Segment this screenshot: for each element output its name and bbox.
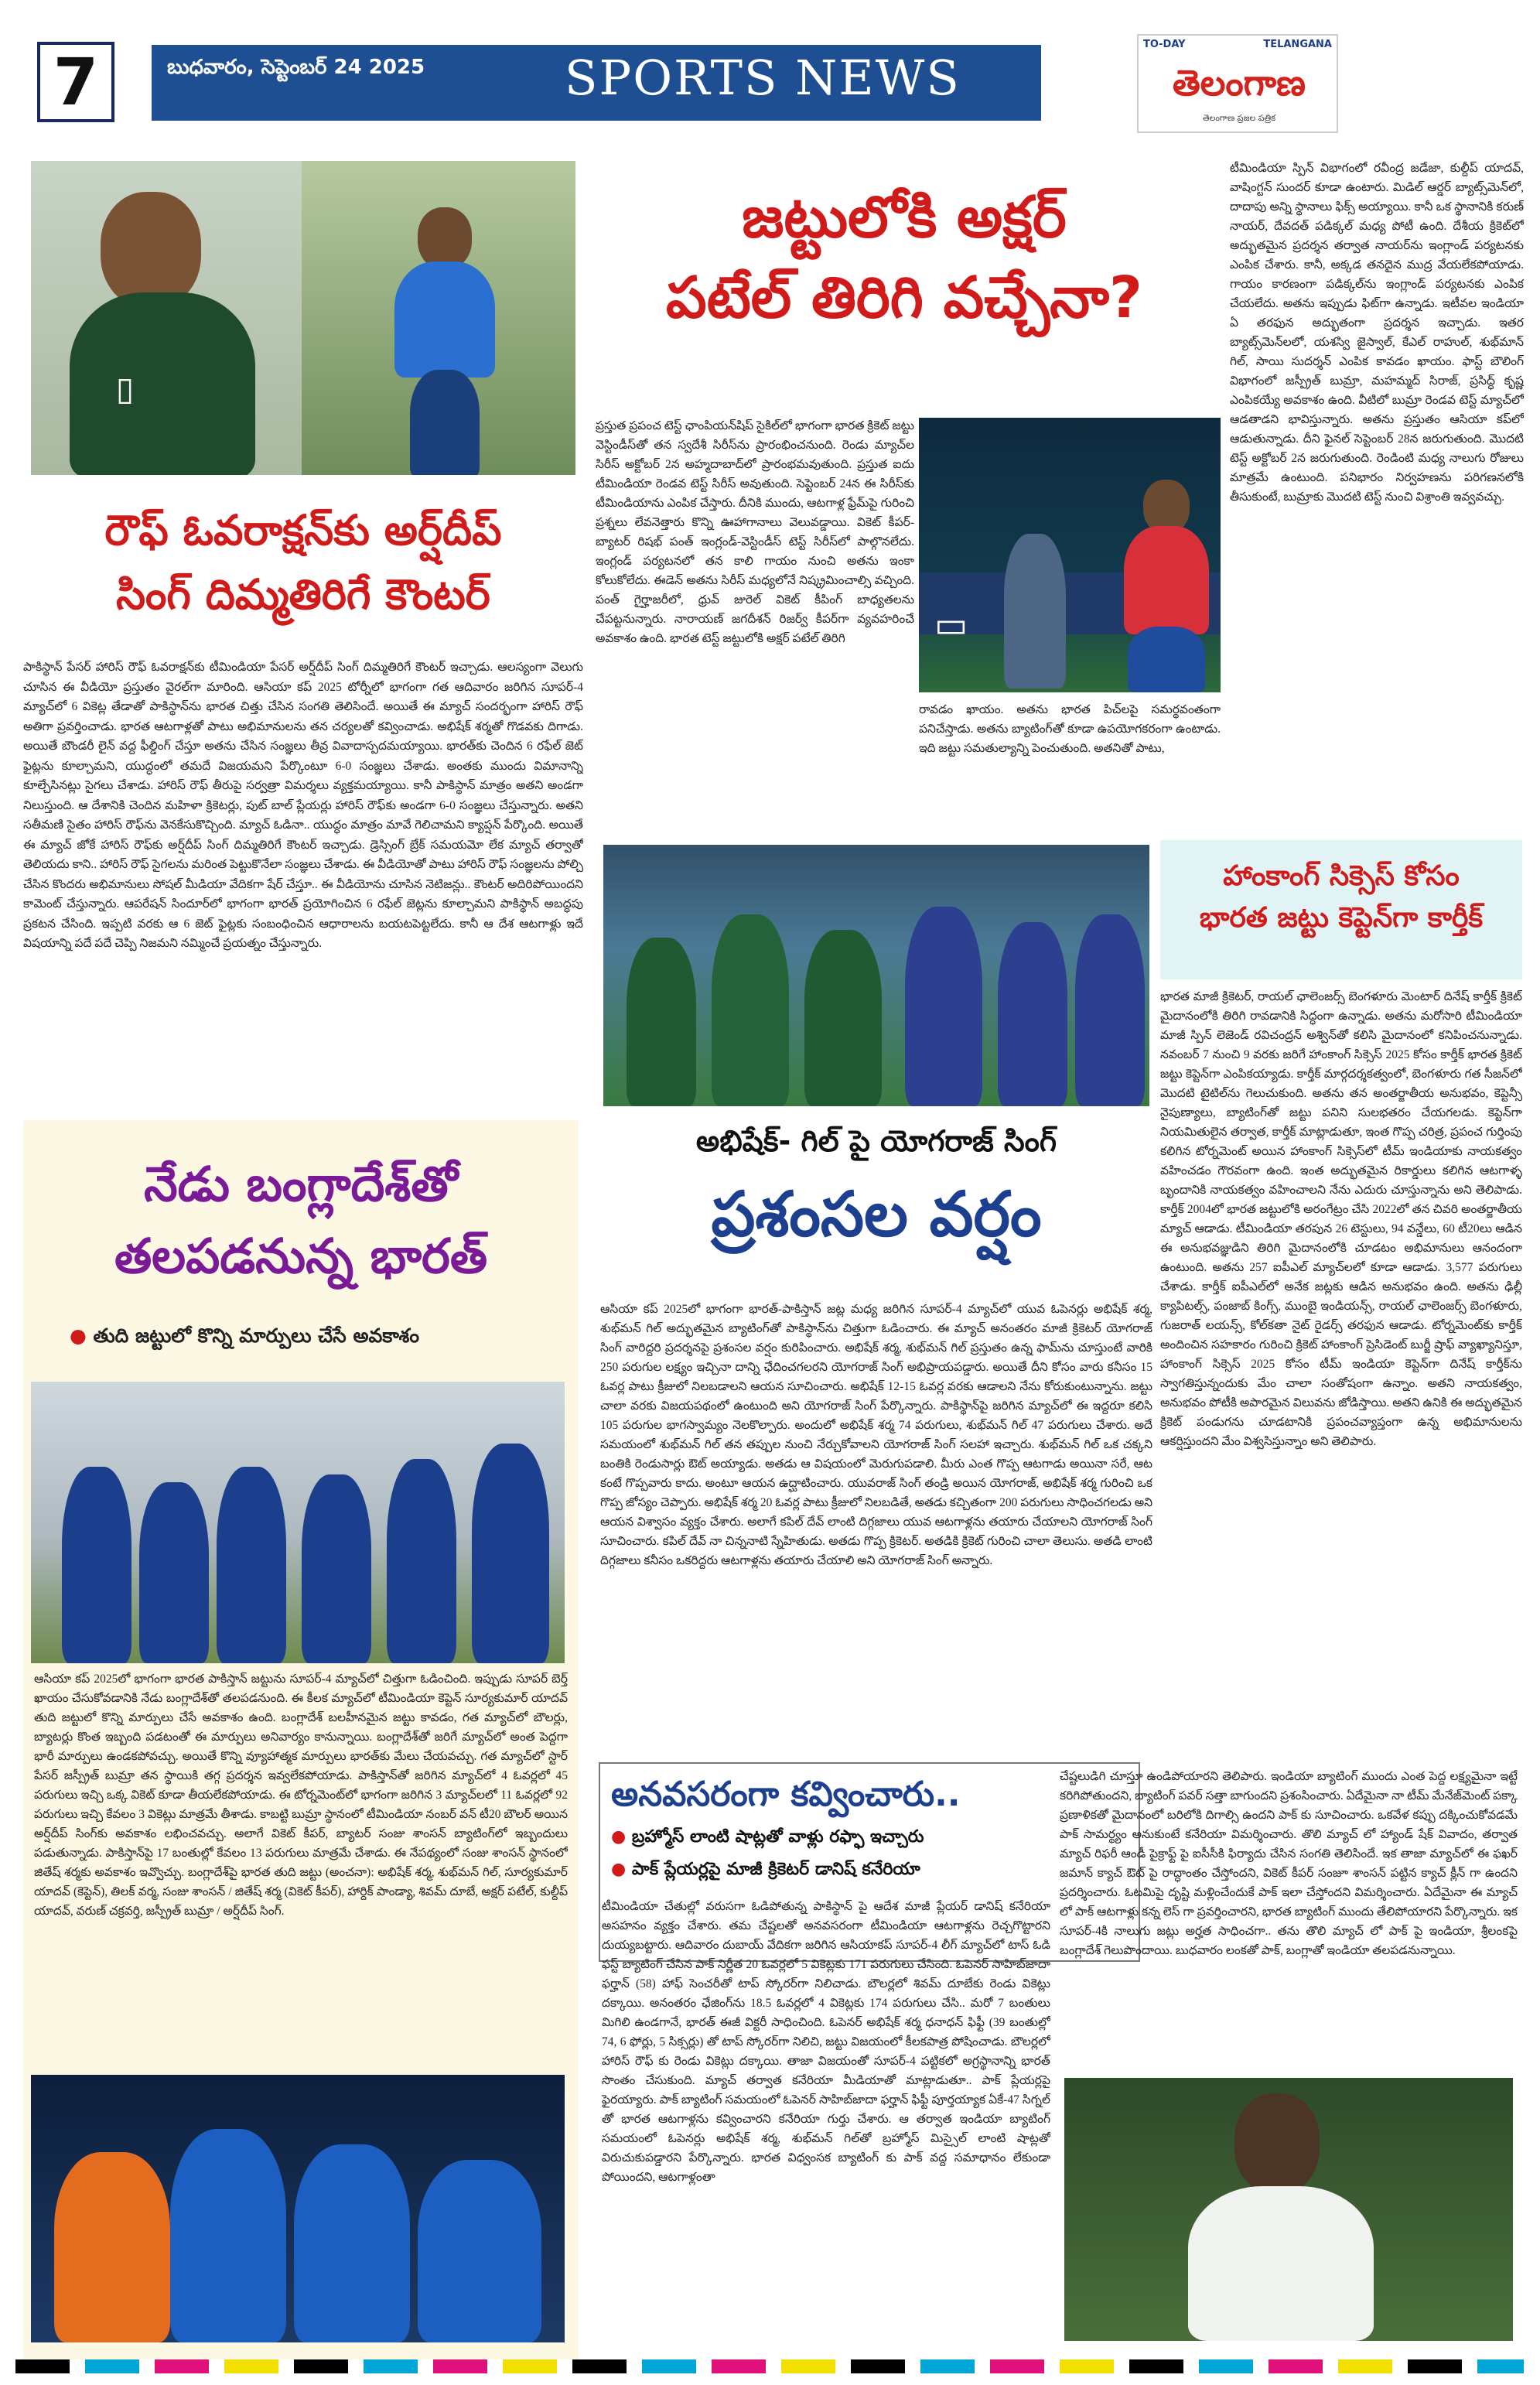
- page-number: 7: [37, 42, 114, 122]
- akshar-body-mid: రావడం ఖాయం. అతను భారత పిచ్‌లపై సమర్థవంతంగా పనిచేస్తాడు. అతను బ్యాటింగ్‌తో కూడా ఉపయోగకరంగా ఉంటాడు. ఇది జట్టు సమతుల్యాన్ని పెంచుతుంది. అతనితో పాటు,: [919, 703, 1221, 755]
- rauf-body: పాకిస్థాన్ పేసర్ హారిస్ రౌఫ్ ఓవరాక్షన్‌కు టీమిండియా పేసర్ అర్ష్‌దీప్ సింగ్ దిమ్మతిరిగే కౌంటర్ ఇచ్చాడు. ఆలస్యంగా వెలుగు చూసిన ఈ వీడియో ప్రస్తుతం వైరల్‌గా మారింది. ఆసియా కప్ 2025 టోర్నీలో భాగంగా గత ఆదివారం జరిగిన సూపర్-4 మ్యాచ్‌లో 6 వికెట్ల తేడాతో పాకిస్థాన్‌ను భారత చిత్తు చేసిన సంగతి తెలిసిందే. అయితే ఈ మ్యాచ్ సందర్భంగా హారిస్ రౌఫ్ అతిగా ప్రవర్తించాడు. భారత ఆటగాళ్లతో పాటు అభిమానులను తన చర్యలతో కవ్వించాడు. అభిషేక్ శర్మతో గొడవకు దిగాడు. అయితే బౌండరీ లైన్ వద్ద ఫీల్డింగ్ చేస్తూ అతను చేసిన సంజ్ఞలు తీవ్ర వివాదాస్పదమయ్యాయి. భారత్‌కు చెందిన 6 రఫేల్ జెట్ ఫైట్లను కూల్చామని, యుద్ధంలో తమదే విజయమని పేర్కొంటూ 6-0 సంజ్ఞలు చేశాడు. అంతకు ముందు విమానాన్ని కూల్చేసినట్లు సైగలు చేశాడు. హారిస్ రౌఫ్ తీరుపై సర్వత్రా విమర్శలు వ్యక్తమయ్యాయి. కానీ పాకిస్థాన్ మాత్రం అతని అండగా నిలుస్తుంది. ఆ దేశానికి చెందిన మహిళా క్రికెటర్లు, పుట్ బాల్ ప్లేయర్లు హారిస్ రౌఫ్‌కు అండగా 6-0 సంజ్ఞలు చేస్తున్నారు. అతని సతీమణి సైతం హారిస్ రౌఫ్‌ను వెనకేసుకొచ్చింది. మ్యాచ్ ఓడినా.. యుద్ధం మాత్రం మావే గెలిచామని క్యాప్షన్ పేర్కొంది. అయితే ఈ మ్యాచ్ జోకే హారిస్ రౌఫ్‌కు అర్ష్‌దీప్ సింగ్ దిమ్మతిరిగే కౌంటర్ ఇచ్చాడు. డ్రెస్సింగ్ బ్రేక్ సమయమో లేక మ్యాచ్ తర్వాతో తెలియదు కాని.. హారిస్ రౌఫ్ సైగలను మరింత పెట్టుకొనేలా సంజ్ఞలు చేశాడు. ఈ వీడియోతో పాటు హారిస్ రౌఫ్ సంజ్ఞలను పోల్చి చేసిన కొందరు అభిమానులు సోషల్ మీడియా వేదికగా షేర్ చేస్తూ.. ఈ వీడియోను చూసిన నెటిజన్లు.. కౌంటర్ అదిరిపోయిందని కామెంట్ చేస్తున్నారు. ఆపరేషన్ సిందూర్‌లో భాగంగా భారత్ ప్రయోగించిన 6 రఫేల్ జెట్లను కూల్చామని పాకిస్థాన్ అబద్ధపు ప్రకటన చేసింది. ఇప్పటి వరకు ఆ 6 జెట్ ఫైట్లకు సంబంధించిన ఆధారాలను బయటపెట్టలేదు. కానీ ఆ దేశ ఆటగాళ్లు ఇదే విషయాన్ని పదే పదే చెప్పి నిజమని నమ్మించే ప్రయత్నం చేస్తున్నారు.: [23, 661, 583, 950]
- akshar-headline: [591, 178, 1217, 338]
- newspaper-logo: [1137, 34, 1338, 133]
- photo-india-celebration: [31, 2075, 565, 2342]
- issue-date: బుధవారం, సెప్టెంబర్ 24 2025: [167, 56, 425, 79]
- kaneria-body-right: చేష్టలుడిగి చూస్తూ ఉండిపోయారని తెలిపారు. ఇండియా బ్యాటింగ్ ముందు ఎంత పెద్ద లక్ష్యమైనా ఇట్టే కరిగిపోతుందని, బ్యాటింగ్ పవర్ సత్తా బాగుందని ప్రశంసించారు. ఏదేమైనా నా టీమ్ మేనేజ్‌మెంట్ పక్కా ప్రణాళికతో మైదానంలో బరిలోకి దిగాల్సి ఉందని పాక్ కు సూచించారు. ఒకవేళ కప్పు దక్కించుకోవడమే పాక్ సామర్థ్యం అనుకుంటే కనేరియా విమర్శించారు. తొలి మ్యాచ్ లో హ్యాండ్ షేక్ వివాదం, తర్వాత మ్యాచ్ రిఫరీ ఆండీ పైక్రాఫ్ట్ పై ఐసీసీకి ఫిర్యాదు చేసిన సంగతి తెలిసిందే. ఇక తాజా మ్యాచ్‌లో ఈ ఫఖర్ జమాన్ క్యాచ్ ఔట్ పై రాద్ధాంతం చేస్తోందని, వికెట్ కీపర్ సంజూ శాంసన్ పట్టిన క్యాచ్ క్లీన్ గా ఉందని ప్రదర్శించారు. ఓటమిపై దృష్టి మళ్లించేందుకే పాక్ ఇలా చేస్తోందని విమర్శించారు. ఏదేమైనా ఈ మ్యాచ్ లో పాక్ ఆటగాళ్లు కన్న లెస్ గా ప్రవర్తించారని, భారత బ్యాటింగ్ ముందు తేలిపోయారని పేర్కొన్నారు. ఇక సూపర్-4కి నాలుగు జట్లు అర్హత సాధించగా.. తను తొలి మ్యాచ్ లో పాక్ పై ఇండియా, శ్రీలంకపై బంగ్లాదేశ్ గెలుపొందాయి. బుధవారం లంకతో పాక్, బంగ్లాతో ఇండియా తలపడనున్నాయి.: [1060, 1770, 1518, 1957]
- photo-team-india-practice: [31, 1382, 565, 1663]
- kaneria-bullet-2-text: పాక్ ప్లేయర్లపై మాజీ క్రికెటర్ డానిష్ కనేరియా: [631, 1860, 920, 1879]
- yograj-kicker: అభిషేక్- గిల్ పై యోగరాజ్ సింగ్: [695, 1124, 1057, 1158]
- yograj-headline: ప్రశంసల వర్షం: [711, 1178, 1042, 1250]
- akshar-headline-line-2: పటేల్ తిరిగి వచ్చేనా?: [665, 264, 1142, 331]
- bangladesh-subhead: [70, 1324, 419, 1352]
- kaneria-bullet-1-text: బ్రహ్మోస్ లాంటి షాట్లతో వాళ్లు రఫ్ఫా ఇచ్చారు: [631, 1827, 924, 1847]
- bangladesh-subhead-text: తుది జట్టులో కొన్ని మార్పులు చేసే అవకాశం: [93, 1324, 420, 1347]
- rupay-board: ▭: [934, 603, 968, 645]
- logo-telangana: TELANGANA: [1263, 39, 1332, 50]
- logo-name: తెలంగాణ: [1172, 62, 1306, 104]
- karthik-headline-line-1: హాంకాంగ్ సిక్సెస్ కోసం: [1223, 860, 1460, 892]
- kaneria-headline: అనవసరంగా కవ్వించారు..: [611, 1775, 961, 1814]
- photo-akshar-patel: [919, 418, 1221, 692]
- photo-pak-srilanka-players: [603, 845, 1149, 1106]
- bangladesh-headline-line-1: నేడు బంగ్లాదేశ్‌తో: [144, 1156, 458, 1212]
- bullet-icon: ●: [611, 1860, 627, 1879]
- akshar-body-right: టీమిండియా స్పిన్ విభాగంలో రవీంద్ర జడేజా, కుల్దీప్ యాదవ్, వాషింగ్టన్ సుందర్ కూడా ఉంటారు. మిడిల్ ఆర్డర్ బ్యాట్స్‌మెన్‌లో, దాదాపు అన్ని స్థానాలు ఫిక్స్ అయ్యాయి. కానీ ఒక స్థానానికి కరుణ్ నాయర్, దేవదత్ పడిక్కల్ మధ్య పోటీ ఉంది. దేశీయ క్రికెట్‌లో అద్భుతమైన ప్రదర్శన తర్వాత నాయర్‌ను ఇంగ్లాండ్ పర్యటనకు ఎంపిక చేశారు. కానీ, అక్కడ తనదైన ముద్ర వేయలేకపోయాడు. గాయం కారణంగా పడిక్కల్‌ను ఇంగ్లాండ్ పర్యటనకు ఎంపిక చేయలేదు. అతను ఇప్పుడు ఫిట్‌గా ఉన్నాడు. ఇటీవల ఇండియా ఏ తరఫున అద్భుతంగా ప్రదర్శన ఇచ్చాడు. ఇతర బ్యాట్స్‌మెన్‌లలో, యశస్వి జైస్వాల్, కేఎల్ రాహుల్, శుభ్‌మాన్ గిల్, సాయి సుదర్శన్ ఎంపిక కావడం ఖాయం. ఫాస్ట్ బౌలింగ్ విభాగంలో జస్ప్రీత్ బుమ్రా, మహమ్మద్ సిరాజ్, ప్రసిద్ధ్ కృష్ణ ఎంపికయ్యే అవకాశం ఉంది. వీటిలో బుమ్రా రెండవ టెస్ట్ మ్యాచ్‌లో ఆడతాడని భావిస్తున్నారు. అతను ప్రస్తుతం ఆసియా కప్‌లో ఆడుతున్నాడు. దీని ఫైనల్ సెప్టెంబర్ 28న జరుగుతుంది. మొదటి టెస్ట్ అక్టోబర్ 2న జరుగుతుంది. రెండింటి మధ్య నాలుగు రోజులు మాత్రమే ఉంటుంది. పనిభారం నిర్వహణను పరిగణనలోకి తీసుకుంటే, బుమ్రాకు మొదటి టెస్ట్ నుంచి విశ్రాంతి ఇవ్వవచ్చు.: [1230, 162, 1524, 504]
- logo-tagline: తెలంగాణ ప్రజల పత్రిక: [1203, 113, 1275, 123]
- akshar-body-left: ప్రస్తుత ప్రపంచ టెస్ట్ ఛాంపియన్‌షిప్ సైకిల్‌లో భాగంగా భారత క్రికెట్ జట్టు వెస్టిండీస్‌తో తన స్వదేశీ సిరీస్‌ను ప్రారంభించనుంది. రెండు మ్యాచ్‌ల సిరీస్ అక్టోబర్ 2న అహ్మదాబాద్‌లో ప్రారంభమవుతుంది. ప్రస్తుత ఐదు టీమిండియా రెండవ టెస్ట్ సిరీస్ అవుతుంది. సెప్టెంబర్ 24న ఈ సిరీస్‌కు టీమిండియాను ఎంపిక చేస్తారు. దీనికి ముందు, ఆటగాళ్ల ఫ్రేమ్‌పై గురించి ప్రశ్నలు లేవనెత్తారు కొన్ని ఊహాగానాలు వెలువడ్డాయి. వికెట్ కీపర్-బ్యాటర్ రిషభ్ పంత్ ఇంగ్లండ్-వెస్టిండీస్ టెస్ట్ సిరీస్‌లో పాల్గొనలేదు. ఇంగ్లండ్ పర్యటనలో తన కాలి గాయం నుంచి అతను ఇంకా కోలుకోలేదు. ఈడెన్ అతను సిరీస్ మధ్యలోనే నిష్క్రమించాల్సి వచ్చింది. పంత్ గైర్హాజరీలో, ధ్రువ్ జురెల్ వికెట్ కీపింగ్ బాధ్యతలను చేపట్టనున్నారు. నారాయణ్ జగదీశన్ రిజర్వ్ కీపర్‌గా వ్యవహరించే అవకాశం ఉంది. భారత టెస్ట్ జట్టులోకి అక్షర్ పటేల్ తిరిగి: [596, 419, 914, 645]
- bullet-icon: ●: [70, 1324, 87, 1347]
- karthik-headline-line-2: భారత జట్టు కెప్టెన్‌గా కార్తీక్: [1199, 902, 1484, 934]
- akshar-headline-line-1: జట్టులోకి అక్షర్: [742, 184, 1067, 251]
- section-title: SPORTS NEWS: [565, 50, 961, 106]
- print-registration-bar: [0, 2359, 1540, 2373]
- bangladesh-headline-line-2: తలపడనున్న భారత్: [114, 1228, 488, 1284]
- kaneria-bullet-2: [611, 1860, 1137, 1883]
- jersey-sponsor-logo: ▯: [116, 370, 135, 408]
- bangladesh-body: ఆసియా కప్ 2025లో భాగంగా భారత పాకిస్తాన్ జట్టును సూపర్-4 మ్యాచ్‌లో చిత్తుగా ఓడించింది. ఇప్పుడు సూపర్ బెర్త్ ఖాయం చేసుకోవడానికి నేడు బంగ్లాదేశ్‌తో తలపడనుంది. ఈ కీలక మ్యాచ్‌లో టీమిండియా కెప్టెన్ సూర్యకుమార్ యాదవ్ తుది జట్టులో కొన్ని మార్పులు చేసే అవకాశం ఉంది. బంగ్లాదేశ్ బలహీనమైన జట్టు కావడం, గత మ్యాచ్‌లో బౌలర్లు, బ్యాటర్లు కొంత ఇబ్బంది పడటంతో ఈ మార్పులు అనివార్యం కానున్నాయి. బంగ్లాదేశ్‌తో జరిగే మ్యాచ్‌లో అంత పెద్దగా భారీ మార్పులు ఉండకపోవచ్చు. అయితే కొన్ని వ్యూహాత్మక మార్పులు భారత్‌కు మేలు చేయవచ్చు. గత మ్యాచ్‌లో స్టార్ పేసర్ జస్ప్రీత్ బుమ్రా తన స్థాయికి తగ్గ ప్రదర్శన ఇవ్వలేకపోయాడు. పాకిస్తాన్‌తో జరిగిన మ్యాచ్‌లో 4 ఓవర్లలో 45 పరుగులు ఇచ్చి ఒక్క వికెట్ కూడా తీయలేకపోయాడు. ఈ టోర్నమెంట్‌లో భాగంగా జరిగిన 3 మ్యాచ్‌లలో 11 ఓవర్లలో 92 పరుగులు ఇచ్చి కేవలం 3 వికెట్లు మాత్రమే తీశాడు. కాబట్టి బుమ్రా స్థానంలో టీమిండియా నంబర్ వన్ టీ20 బౌలర్ అయిన అర్ష్‌దీప్ సింగ్‌కు అవకాశం లభించవచ్చు. అలాగే వికెట్ కీపర్, బ్యాటర్ సంజు శాంసన్ బ్యాటింగ్‌లో ఇబ్బందులు పడుతున్నాడు. పాకిస్తాన్‌పై 17 బంతుల్లో కేవలం 13 పరుగులు మాత్రమే చేశాడు. ఈ నేపథ్యంలో సంజు శాంసన్ స్థానంలో జితేష్ శర్మకు అవకాశం ఇవ్వొచ్చు. బంగ్లాదేశ్‌పై భారత తుది జట్టు (అంచనా): అభిషేక్ శర్మ, శుభ్‌మన్ గిల్, సూర్యకుమార్ యాదవ్ (కెప్టెన్), తిలక్ వర్మ, సంజు శాంసన్ / జితేష్ శర్మ (వికెట్ కీపర్), హార్దిక్ పాండ్యా, శివమ్ దూబే, అక్షర్ పటేల్, కుల్దీప్ యాదవ్, వరుణ్ చక్రవర్తి, జస్ప్రీత్ బుమ్రా / అర్ష్‌దీప్ సింగ్.: [34, 1673, 568, 1918]
- logo-today: TO-DAY: [1143, 39, 1186, 50]
- rauf-headline-line-2: సింగ్ దిమ్మతిరిగే కౌంటర్: [116, 569, 490, 619]
- bullet-icon: ●: [611, 1827, 627, 1847]
- kaneria-bullet-1: [611, 1827, 1137, 1850]
- photo-rauf-arshdeep: [31, 161, 575, 475]
- rauf-headline-line-1: రౌఫ్ ఓవరాక్షన్‌కు అర్ష్‌దీప్: [104, 506, 502, 555]
- rauf-headline: [31, 503, 575, 624]
- photo-danish-kaneria: [1064, 2078, 1513, 2341]
- karthik-headline: [1160, 856, 1522, 939]
- kaneria-body-left: టీమిండియా చేతుల్లో వరుసగా ఓడిపోతున్న పాకిస్థాన్ పై ఆదేశ మాజీ ప్లేయర్ డానిష్ కనేరియా అసహనం వ్యక్తం చేశారు. తమ చేష్టలతో అనవసరంగా టీమిండియా ఆటగాళ్లను రెచ్చగొట్టారని దుయ్యబట్టారు. ఆదివారం దుబాయ్ వేదికగా జరిగిన ఆసియాకప్ సూపర్-4 లీగ్ మ్యాచ్‌లో టాస్ ఓడి ఫస్ట్ బ్యాటింగ్ చేసిన పాక్ నిర్ణీత 20 ఓవర్లలో 5 వికెట్లకు 171 పరుగులు చేసింది. ఓపెనర్ సాహిబ్‌జాదా ఫర్హాన్ (58) హాఫ్ సెంచరీతో టాప్ స్కోరర్‌గా నిలిచాడు. బౌలర్లలో శివమ్ దూబేకు రెండు వికెట్లు దక్కాయి. అనంతరం ఛేజింగ్‌ను 18.5 ఓవర్లలో 4 వికెట్లకు 174 పరుగులు చేసి.. మరో 7 బంతులు మిగిలి ఉండగానే, భారత్ ఈజీ విక్టరీ సాధించింది. ఓపెనర్ అభిషేక్ శర్మ ధనాధన్ ఫిఫ్టీ (39 బంతుల్లో 74, 6 ఫోర్లు, 5 సిక్సర్లు) తో టాప్ స్కోరర్‌గా నిలిచి, జట్టు విజయంలో కీలకపాత్ర పోషించాడు. బౌలర్లలో హారిస్ రౌఫ్ కు రెండు వికెట్లు దక్కాయి. తాజా విజయంతో సూపర్-4 పట్టికలో అగ్రస్థానాన్ని భారత్ సొంతం చేసుకుంది. మ్యాచ్ తర్వాత కనేరియా మీడియాతో మాట్లాడుతూ.. పాక్ ప్లేయర్లపై ఫైరయ్యారు. పాక్ బ్యాటింగ్ సమయంలో ఓపెనర్ సాహిబ్‌జాదా ఫర్హాన్ ఫిఫ్టీ పూర్తయ్యాక ఏకే-47 సిగ్నల్ తో భారత ఆటగాళ్లను కవ్వించారని కనేరియా గుర్తు చేశారు. ఆ తర్వాత ఇండియా బ్యాటింగ్ సమయంలో ఓపెనర్లు అభిషేక్ శర్మ, శుభ్‌మన్ గిల్‌తో బ్రహ్మోస్ మిస్సైల్ లాంటి షాట్లతో విరుచుకుపడ్డారని పేర్కొన్నారు. భారత విధ్వంసక బ్యాటింగ్ కు పాక్ వద్ద సమాధానం లేకుండా పోయిందని, ఆటగాళ్లంతా: [602, 1900, 1050, 2184]
- karthik-body: భారత మాజీ క్రికెటర్, రాయల్ ఛాలెంజర్స్ బెంగళూరు మెంటార్ దినేష్ కార్తీక్ క్రికెట్ మైదానంలోకి తిరిగి రావడానికి సిద్ధంగా ఉన్నాడు. అతను మరోసారి టీమిండియా మాజీ స్పిన్ లెజెండ్ రవిచంద్రన్ అశ్విన్‌తో కలిసి మైదానంలో కనిపించనున్నాడు. నవంబర్ 7 నుంచి 9 వరకు జరిగే హాంకాంగ్ సిక్సెస్ 2025 కోసం కార్తీక్ భారత క్రికెట్ జట్టు కెప్టెన్‌గా ఎంపికయ్యాడు. కార్తీక్ మార్గదర్శకత్వంలో, బెంగళూరు గత సీజన్‌లో మొదటి టైటిల్‌ను గెలుచుకుంది. అతను తన అంతర్జాతీయ అనుభవం, కెప్టెన్సీ నైపుణ్యాలు, బ్యాటింగ్‌తో జట్టు పనిని సులభతరం చేయగలడు. కెప్టెన్‌గా నియమితులైన తర్వాత, కార్తీక్ మాట్లాడుతూ, ఇంత గొప్ప చరిత్ర, ప్రపంచ గుర్తింపు కలిగిన టోర్నమెంట్ అయిన హాంకాంగ్ సిక్సెస్‌లో టీమ్ ఇండియాకు నాయకత్వం వహించడం గౌరవంగా ఉంది. ఇంత అద్భుతమైన రికార్డులు కలిగిన ఆటగాళ్ళ బృందానికి నాయకత్వం వహించాలని నేను ఎదురు చూస్తున్నాను అని తెలిపాడు. కార్తీక్ 2004లో భారత జట్టులోకి అరంగేట్రం చేసి 2022లో తన చివరి అంతర్జాతీయ మ్యాచ్ ఆడాడు. టీమిండియా తరపున 26 టెస్టులు, 94 వన్డేలు, 60 టీ20లు ఆడిన ఈ అనుభవజ్ఞుడిని తిరిగి మైదానంలోకి చూడటం అభిమానులు ఆనందంగా ఉంటుంది. అతను 257 ఐపీఎల్ మ్యాచ్‌లలో కూడా ఆడాడు. 3,577 పరుగులు చేశాడు. కార్తీక్ ఐపీఎల్‌లో అనేక జట్లకు ఆడిన అనుభవం ఉంది. అతను ఢిల్లీ క్యాపిటల్స్, పంజాబ్ కింగ్స్, ముంబై ఇండియన్స్, రాయల్ ఛాలెంజర్స్ బెంగళూరు, గుజరాత్ లయన్స్, కోల్‌కతా నైట్ రైడర్స్ తరఫున ఆడాడు. టోర్నమెంట్‌కు కార్తీక్ అందించిన సహకారం గురించి క్రికెట్ హాంకాంగ్ ప్రెసిడెంట్ బుర్జీ ష్రాఫ్ వ్యాఖ్యానిస్తూ, హాంకాంగ్ సిక్సెస్ 2025 కోసం టీమ్ ఇండియా కెప్టెన్‌గా దినేష్ కార్తీక్‌ను స్వాగతిస్తున్నందుకు మేం చాలా సంతోషంగా ఉన్నాం. అతని నాయకత్వం, అనుభవం పోటీకి అపారమైన విలువను జోడిస్తాయి. అతని ఉనికి ఈ అద్భుతమైన క్రికెట్ పండుగను చూడటానికి ప్రపంచవ్యాప్తంగా ఉన్న అభిమానులను ఆకర్షిస్తుందని మేం విశ్వసిస్తున్నాం అని తెలిపారు.: [1160, 990, 1522, 1448]
- yograj-body: ఆసియా కప్ 2025లో భాగంగా భారత్-పాకిస్తాన్ జట్ల మధ్య జరిగిన సూపర్-4 మ్యాచ్‌లో యువ ఓపెనర్లు అభిషేక్ శర్మ, శుభ్‌మన్ గిల్ అద్భుతమైన బ్యాటింగ్‌తో పాకిస్థాన్‌ను చిత్తుగా ఓడించారు. ఈ మ్యాచ్ అనంతరం మాజీ క్రికెటర్ యోగరాజ్ సింగ్ వారిద్దరి ప్రదర్శనపై ప్రశంసల వర్షం కురిపించారు. అభిషేక్ శర్మ, శుభ్‌మన్ గిల్ ప్రస్తుతం ఉన్న ఫామ్‌ను చూస్తుంటే వారికి 250 పరుగుల లక్ష్యం ఇచ్చినా దాన్ని ఛేదించగలరని యోగరాజ్ సింగ్ అభిప్రాయపడ్డారు. అయితే దీని కోసం వారు కనీసం 15 ఓవర్ల పాటు క్రీజులో నిలబడాలని ఆయన సూచించారు. అభిషేక్ 12-15 ఓవర్ల వరకు ఆడాలని నేను కోరుకుంటున్నాను. జట్టు చాలా వరకు విజయపథంలో ఉంటుంది అని యోగరాజ్ సింగ్ పేర్కొన్నారు. పాకిస్థాన్‌పై జరిగిన మ్యాచ్‌లో ఈ ఇద్దరూ కలిసి 105 పరుగుల భాగస్వామ్యం నెలకొల్పారు. అందులో అభిషేక్ శర్మ 74 పరుగులు, శుభ్‌మన్ గిల్ 47 పరుగులు చేశారు. అదే సమయంలో శుభ్‌మన్ గిల్ తన తప్పుల నుంచి నేర్చుకోవాలని యోగరాజ్ సింగ్ సలహా ఇచ్చారు. శుభ్‌మన్ గిల్ ఒక చక్కని బంతికి రెండుసార్లు ఔట్ అయ్యాడు. అతడు ఆ విషయంలో మెరుగుపడాలి. మీరు ఎంత గొప్ప ఆటగాడు అయినా సరే, ఆట కంటే గొప్పవారు కాదు. అంటూ ఆయన ఉద్ఘాటించారు. యువరాజ్ సింగ్ తండ్రి అయిన యోగరాజ్, అభిషేక్ శర్మ గురించి ఒక గొప్ప జోస్యం చెప్పారు. అభిషేక్ శర్మ 20 ఓవర్ల పాటు క్రీజులో నిలబడితే, అతడు కచ్చితంగా 200 పరుగులు సాధించగలడు అని ఆయన విశ్వాసం వ్యక్తం చేశారు. అలాగే కపిల్ దేవ్ లాంటి దిగ్గజాలు యువ ఆటగాళ్లను తయారు చేయాలని యోగరాజ్ సింగ్ సూచించారు. కపిల్ దేవ్ నా చిన్ననాటి స్నేహితుడు. అతడు గొప్ప క్రికెటర్. అతడికి క్రికెట్ గురించి చాలా తెలుసు. అతడి లాంటి దిగ్గజాలు కనీసం ఒకరిద్దరు ఆటగాళ్లను తయారు చేయాలి అని యోగరాజ్ సింగ్ అన్నారు.: [600, 1303, 1152, 1567]
- bangladesh-headline: [23, 1148, 579, 1292]
